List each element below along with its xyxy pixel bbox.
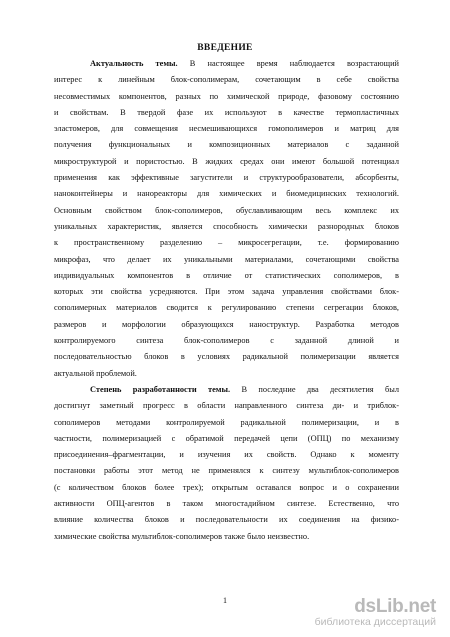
line-text: (с количеством блоков более трех); открытым оставался вопрос и о сохранении	[54, 482, 399, 492]
paragraph	[54, 56, 399, 382]
line-text: присоединения–фрагментации, и изучения их свойств. Однако к моменту	[54, 450, 399, 460]
line-text: последовательностью блоков в условиях радикальной полимеризации является	[54, 352, 399, 362]
line-text: В настоящее время наблюдается возрастающий	[177, 59, 399, 68]
line-text: эластомеров, для совмещения несмешивающихся гомополимеров и матриц для	[54, 124, 399, 134]
text-line	[54, 431, 399, 447]
line-text: частности, полимеризацией с обратимой передачей цепи (ОПЦ) по механизму	[54, 433, 399, 443]
text-line	[54, 268, 399, 284]
line-text: и свойствам. В твердой фазе их используют в качестве термопластичных	[54, 107, 399, 117]
text-line	[54, 480, 399, 496]
text-line	[54, 137, 399, 153]
line-text: которых эти свойства усредняются. При этом задача управления свойствами блок-	[54, 287, 399, 297]
text-line	[54, 170, 399, 186]
page-number: 1	[223, 596, 227, 605]
section-title: ВВЕДЕНИЕ	[197, 43, 253, 53]
text-line	[54, 366, 399, 382]
line-text: к пространственному разделению – микросегрегации, т.е. формированию	[54, 238, 399, 248]
text-line	[54, 333, 399, 349]
text-line	[54, 317, 399, 333]
text-line	[54, 398, 399, 414]
text-line	[54, 105, 399, 121]
line-text: размеров и морфологии образующихся наноструктур. Разработка методов	[54, 319, 399, 329]
line-text: актуальной проблемой.	[54, 368, 137, 378]
watermark-brand: dsLib.net	[354, 596, 436, 617]
text-line	[54, 529, 399, 545]
text-line	[54, 219, 399, 235]
text-line	[54, 512, 399, 528]
text-line	[54, 415, 399, 431]
line-text: химические свойства мультиблок-сополимеров также было неизвестно.	[54, 531, 310, 541]
text-line	[54, 235, 399, 251]
line-text: индивидуальных компонентов в отличие от статистических сополимеров, в	[54, 270, 399, 280]
text-line	[54, 382, 399, 398]
text-line	[54, 349, 399, 365]
line-text: несовместимых компонентов, разных по химической природе, фазовому состоянию	[54, 91, 399, 101]
body-text	[54, 56, 399, 545]
text-line	[54, 72, 399, 88]
line-text: интерес к линейным блок-сополимерам, сочетающим в себе свойства	[54, 75, 399, 85]
text-line	[54, 252, 399, 268]
line-text: микрофаз, что делает их уникальными материалами, сочетающими свойства	[54, 254, 399, 264]
text-line	[54, 300, 399, 316]
line-text: сополимерных материалов сводится к регулированию степени сегрегации блоков,	[54, 303, 399, 313]
watermark	[315, 597, 436, 628]
line-text: получения функциональных и композиционных материалов с заданной	[54, 140, 399, 150]
paragraph	[54, 382, 399, 545]
text-line	[54, 89, 399, 105]
text-line	[54, 154, 399, 170]
text-line	[54, 203, 399, 219]
bold-lead: Степень разработанности темы.	[90, 384, 231, 394]
line-text: влияние количества блоков и последовательности их соединения на физико-	[54, 515, 399, 525]
text-line	[54, 121, 399, 137]
line-text: постановки работы этот метод не применялся к синтезу мультиблок-сополимеров	[54, 466, 399, 476]
text-line	[54, 463, 399, 479]
text-line	[54, 447, 399, 463]
line-text: наноконтейнеры и нанореакторы для химических и биомедицинских технологий.	[54, 189, 399, 199]
line-text: применения как эффективные загустители и структурообразователи, абсорбенты,	[54, 173, 399, 183]
line-text: Основным свойством блок-сополимеров, обуславливающим весь комплекс их	[54, 205, 399, 215]
line-text: достигнут заметный прогресс в области направленного синтеза ди- и триблок-	[54, 401, 399, 411]
bold-lead: Актуальность темы.	[90, 59, 178, 68]
text-line	[54, 56, 399, 72]
watermark-subtitle: библиотека диссертаций	[314, 616, 436, 628]
text-line	[54, 284, 399, 300]
text-line	[54, 186, 399, 202]
text-line	[54, 496, 399, 512]
line-text: активности ОПЦ-агентов в таком многостадийном синтезе. Естественно, что	[54, 499, 399, 509]
line-text: сополимеров методами контролируемой радикальной полимеризации, и в	[54, 417, 399, 427]
line-text: микроструктурой и пористостью. В жидких средах они имеют большой потенциал	[54, 156, 399, 166]
line-text: В последние два десятилетия был	[230, 384, 399, 394]
line-text: уникальных характеристик, является способность химически разнородных блоков	[54, 221, 399, 231]
line-text: контролируемого синтеза блок-сополимеров с заданной длиной и	[54, 336, 399, 346]
